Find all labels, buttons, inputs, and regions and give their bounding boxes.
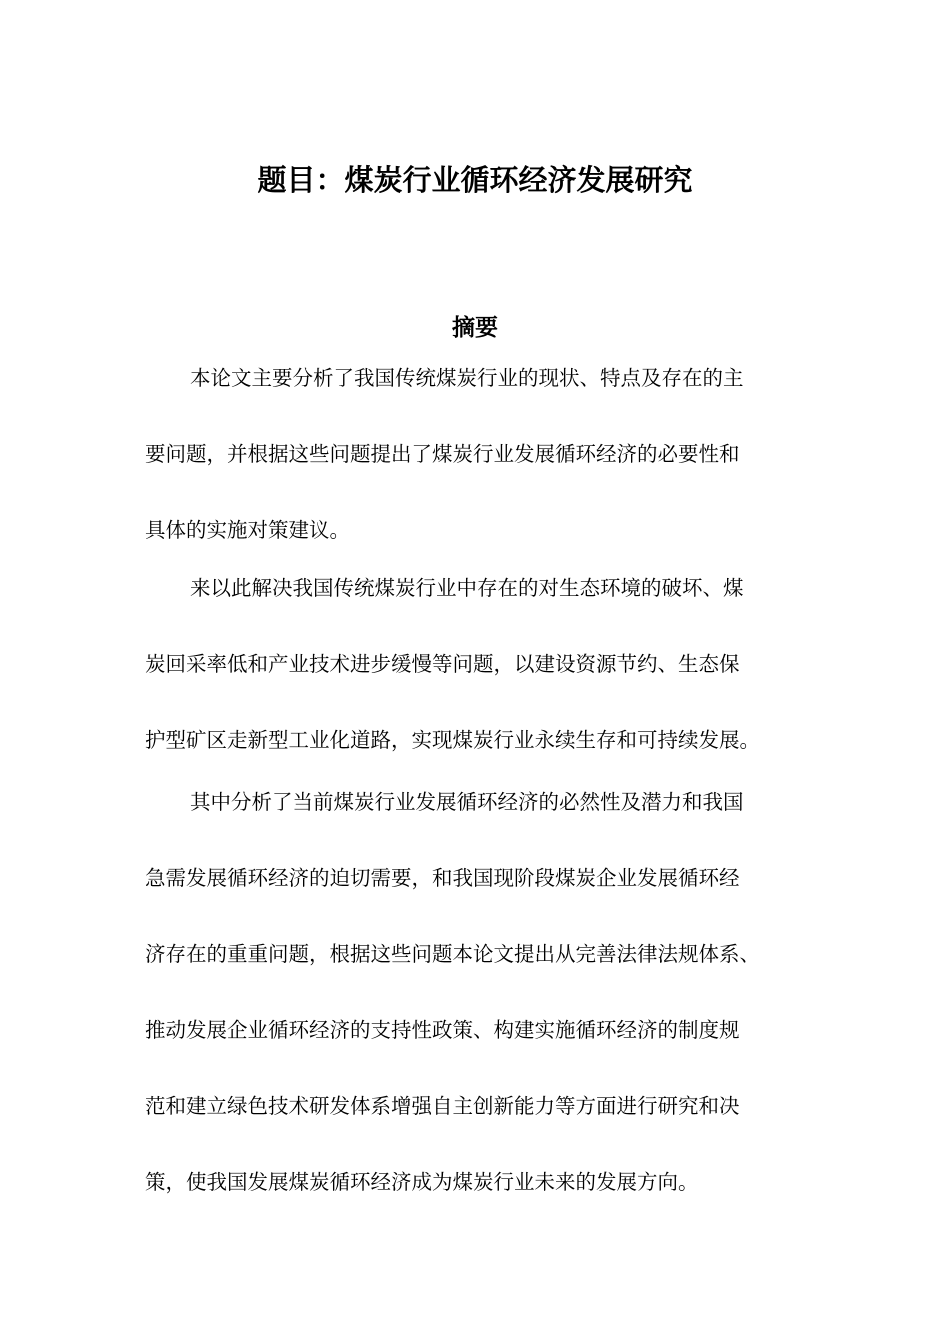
paragraph-line: 其中分析了当前煤炭行业发展循环经济的必然性及潜力和我国 [190, 790, 744, 814]
paragraph-line: 济存在的重重问题，根据这些问题本论文提出从完善法律法规体系、 [145, 942, 760, 966]
paragraph-line: 炭回采率低和产业技术进步缓慢等问题，以建设资源节约、生态保 [145, 652, 740, 676]
paragraph-line: 来以此解决我国传统煤炭行业中存在的对生态环境的破坏、煤 [190, 576, 744, 600]
abstract-heading: 摘要 [452, 315, 498, 341]
paragraph-line: 急需发展循环经济的迫切需要，和我国现阶段煤炭企业发展循环经 [145, 866, 740, 890]
abstract-paragraph-3 [145, 764, 825, 1220]
document-title: 题目：煤炭行业循环经济发展研究 [257, 163, 693, 197]
abstract-paragraph-1 [145, 340, 825, 568]
paragraph-line: 本论文主要分析了我国传统煤炭行业的现状、特点及存在的主 [190, 366, 744, 390]
paragraph-line: 范和建立绿色技术研发体系增强自主创新能力等方面进行研究和决 [145, 1094, 740, 1118]
abstract-paragraph-2 [145, 550, 825, 778]
paragraph-line: 具体的实施对策建议。 [145, 518, 350, 542]
paragraph-line: 护型矿区走新型工业化道路，实现煤炭行业永续生存和可持续发展。 [145, 728, 760, 752]
paragraph-line: 策，使我国发展煤炭循环经济成为煤炭行业未来的发展方向。 [145, 1170, 699, 1194]
paragraph-line: 要问题，并根据这些问题提出了煤炭行业发展循环经济的必要性和 [145, 442, 740, 466]
paragraph-line: 推动发展企业循环经济的支持性政策、构建实施循环经济的制度规 [145, 1018, 740, 1042]
